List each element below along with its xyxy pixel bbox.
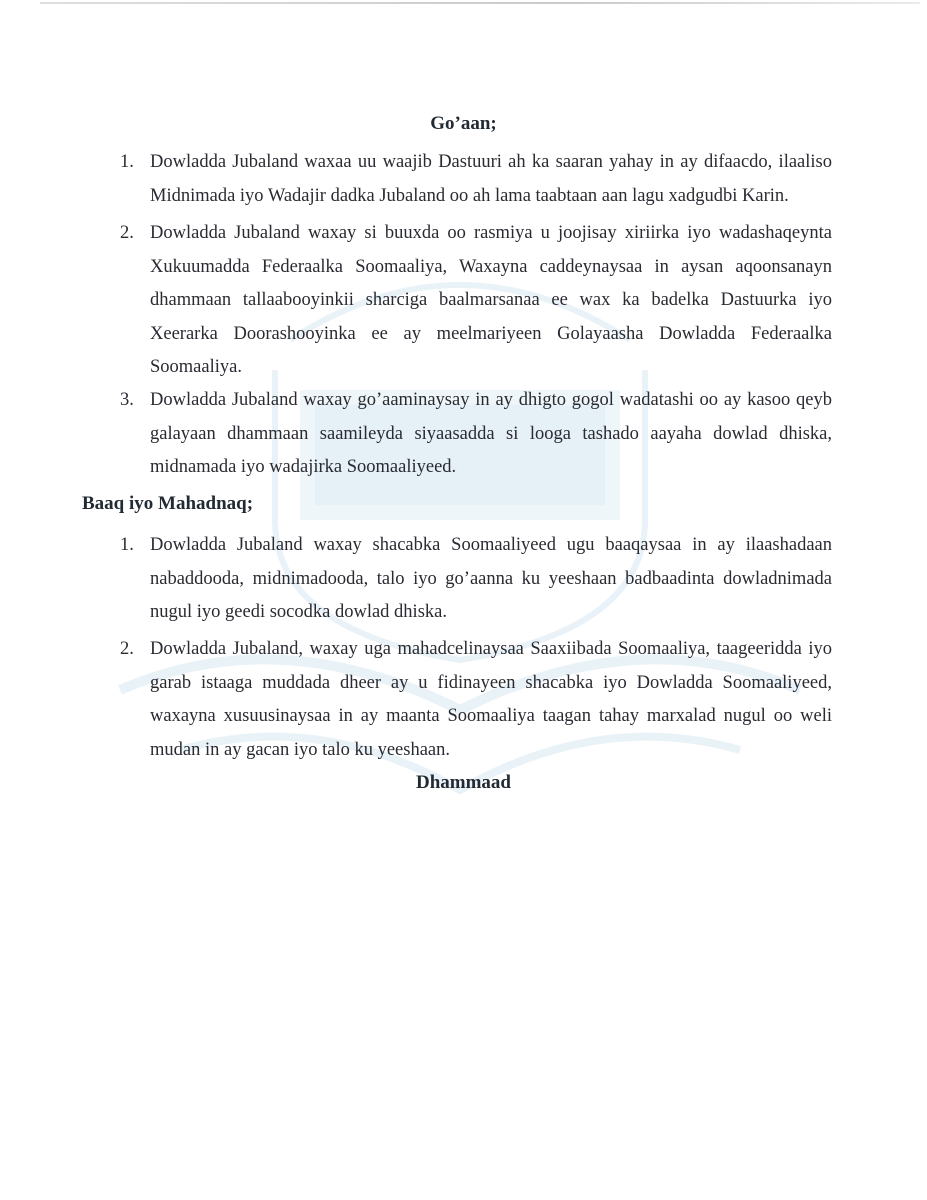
list-item-text: Dowladda Jubaland waxay si buuxda oo rasmiya u joojisay xiriirka iyo wadashaqeynta Xukuumadda Federaalka Soomaaliya, Waxayna caddeynaysaa in aysan aqoonsanayn dhammaan tallaabooyinkii sharciga baalmarsanaa ee wax ka badelka Dastuurka iyo Xeerarka Doorashooyinka ee ay meelmariyeen Golayaasha Dowladda Federaalka Soomaaliya. <box>150 223 832 377</box>
list-item-number: 1. <box>120 535 134 555</box>
section-heading-goaan: Go’aan; <box>430 113 497 134</box>
closing-word: Dhammaad <box>415 772 511 793</box>
list-item-text: Dowladda Jubaland, waxay uga mahadcelinaysaa Saaxiibada Soomaaliya, taageeridda iyo garab istaaga muddada dheer ay u fidinayeen shacabka iyo Dowladda Soomaaliyeed, waxayna xusuusinaysaa in ay maanta Soomaaliya taagan tahay marxalad nugul oo weli mudan in ay gacan iyo talo ku yeeshaan. <box>150 639 832 760</box>
list-item-number: 1. <box>120 152 134 172</box>
list-item-number: 2. <box>120 223 134 243</box>
list-item-text: Dowladda Jubaland waxay shacabka Soomaaliyeed ugu baaqaysaa in ay ilaashadaan nabaddooda, midnimadooda, talo iyo go’aanna ku yeeshaan badbaadinta dowladnimada nugul iyo geedi socodka dowlad dhiska. <box>150 535 832 622</box>
goaan-item-2 <box>120 217 832 385</box>
list-item-number: 3. <box>120 390 134 410</box>
list-item-text: Dowladda Jubaland waxay go’aaminaysay in ay dhigto gogol wadatashi oo ay kasoo qeyb galayaan dhammaan saamileyda siyaasadda si looga tashado aayaha dowlad dhiska, midnamada iyo wadajirka Soomaaliyeed. <box>150 390 832 477</box>
section-heading-baaq: Baaq iyo Mahadnaq; <box>82 493 254 514</box>
goaan-item-1 <box>120 146 832 213</box>
baaq-item-2 <box>120 633 832 767</box>
top-edge-line <box>40 2 920 4</box>
baaq-item-1 <box>120 529 832 630</box>
list-item-number: 2. <box>120 639 134 659</box>
goaan-item-3 <box>120 384 832 485</box>
list-item-text: Dowladda Jubaland waxaa uu waajib Dastuuri ah ka saaran yahay in ay difaacdo, ilaaliso Midnimada iyo Wadajir dadka Jubaland oo ah lama taabtaan aan lagu xadgudbi Karin. <box>150 152 832 206</box>
